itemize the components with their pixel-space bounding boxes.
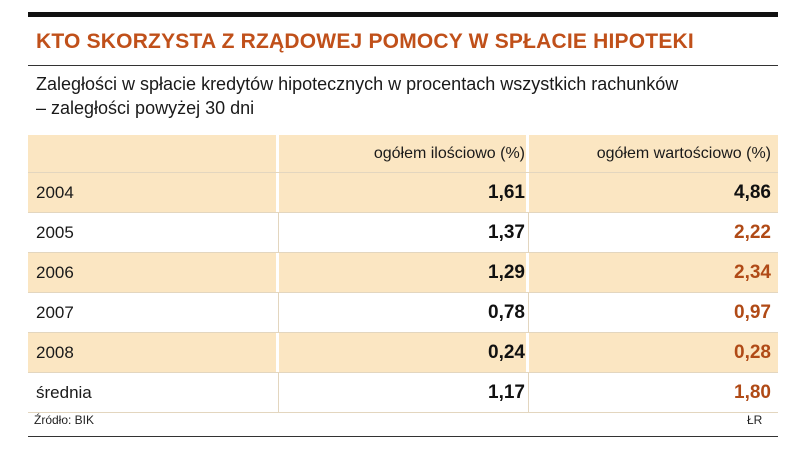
table-row — [28, 293, 778, 333]
subtitle-line-1: Zaległości w spłacie kredytów hipotecznych w procentach wszystkich rachunków — [36, 74, 679, 94]
table-row — [28, 173, 778, 213]
row-label: 2007 — [36, 302, 74, 322]
source-note: Źródło: BIK — [34, 413, 95, 427]
row-label: 2005 — [36, 222, 74, 242]
table-row — [28, 373, 778, 413]
value-ilosciowo: 1,37 — [278, 213, 525, 252]
subtitle-line-2: – zaległości powyżej 30 dni — [36, 98, 255, 118]
row-label: 2008 — [36, 342, 74, 362]
value-wartosciowo: 2,34 — [528, 253, 771, 292]
data-table — [28, 135, 778, 413]
row-label: średnia — [36, 382, 92, 402]
table-row — [28, 213, 778, 253]
top-rule — [28, 12, 778, 17]
value-wartosciowo: 0,97 — [528, 293, 771, 332]
header-empty-cell — [36, 135, 276, 172]
value-wartosciowo: 0,28 — [528, 333, 771, 372]
row-label: 2006 — [36, 262, 74, 282]
table-row — [28, 333, 778, 373]
value-ilosciowo: 0,24 — [278, 333, 525, 372]
chart-subtitle — [36, 72, 756, 120]
header-wartosciowo: ogółem wartościowo (%) — [528, 135, 771, 172]
value-wartosciowo: 1,80 — [528, 373, 771, 412]
value-ilosciowo: 1,17 — [278, 373, 525, 412]
row-label: 2004 — [36, 182, 74, 202]
table-row — [28, 253, 778, 293]
author-credit: ŁR — [747, 413, 763, 427]
value-ilosciowo: 1,29 — [278, 253, 525, 292]
value-wartosciowo: 4,86 — [528, 173, 771, 212]
value-ilosciowo: 0,78 — [278, 293, 525, 332]
table-header-row — [28, 135, 778, 173]
chart-title: KTO SKORZYSTA Z RZĄDOWEJ POMOCY W SPŁACIE HIPOTEKI — [36, 30, 694, 53]
value-wartosciowo: 2,22 — [528, 213, 771, 252]
bottom-rule — [28, 436, 778, 437]
value-ilosciowo: 1,61 — [278, 173, 525, 212]
title-divider — [28, 65, 778, 66]
header-ilosciowo: ogółem ilościowo (%) — [278, 135, 525, 172]
